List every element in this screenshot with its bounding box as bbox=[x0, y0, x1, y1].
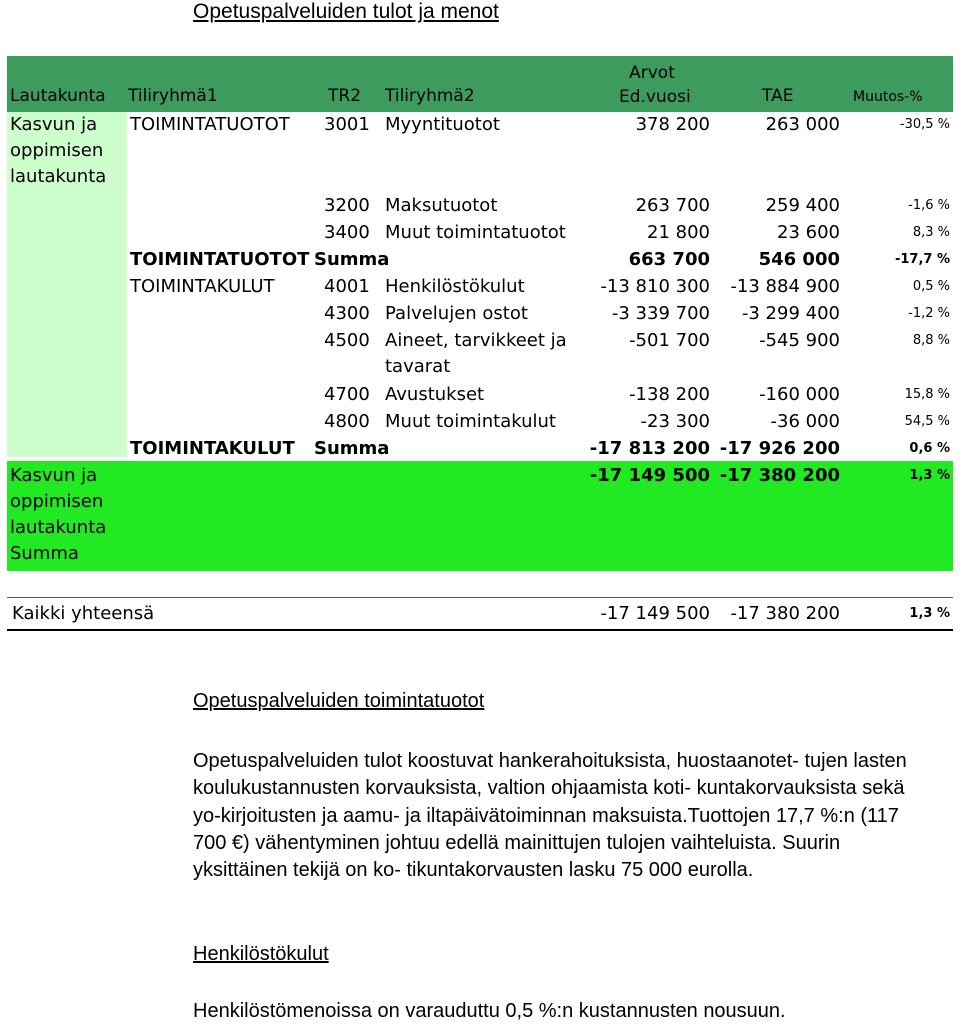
row-tiliryhma2: Aineet, tarvikkeet ja tavarat bbox=[385, 330, 567, 377]
header-tae: TAE bbox=[762, 86, 794, 106]
row-muutos: 8,8 % bbox=[912, 333, 950, 348]
summa-muutos: 1,3 % bbox=[909, 468, 950, 483]
row-tae: -160 000 bbox=[759, 384, 840, 405]
header-arvot-line1: Arvot bbox=[629, 63, 675, 83]
row-edvuosi: -3 339 700 bbox=[611, 303, 710, 324]
row-tae: 23 600 bbox=[777, 222, 840, 243]
row-tiliryhma1: TOIMINTAKULUT bbox=[130, 438, 295, 459]
header-arvot-line2: Ed.vuosi bbox=[619, 87, 691, 107]
row-tae: -545 900 bbox=[759, 330, 840, 351]
row-tr2: Summa bbox=[314, 249, 390, 270]
row-tiliryhma1: TOIMINTATUOTOT bbox=[130, 114, 290, 135]
row-edvuosi: 263 700 bbox=[635, 195, 710, 216]
section-heading-toimintatuotot: Opetuspalveluiden toimintatuotot bbox=[193, 690, 485, 712]
row-muutos: 0,6 % bbox=[909, 441, 950, 456]
row-tiliryhma2: Palvelujen ostot bbox=[385, 303, 528, 324]
row-tr2: 3400 bbox=[324, 222, 370, 243]
row-tae: 259 400 bbox=[765, 195, 840, 216]
row-tae: -17 926 200 bbox=[719, 438, 840, 459]
row-tae: -13 884 900 bbox=[730, 276, 840, 297]
row-tiliryhma2: Muut toimintakulut bbox=[385, 411, 556, 432]
total-edvuosi: -17 149 500 bbox=[600, 603, 710, 624]
total-top-rule bbox=[7, 597, 953, 598]
row-tiliryhma2: Maksutuotot bbox=[385, 195, 498, 216]
row-tiliryhma1: TOIMINTATUOTOT bbox=[130, 249, 310, 270]
row-edvuosi: -23 300 bbox=[640, 411, 710, 432]
row-muutos: -30,5 % bbox=[899, 117, 950, 132]
row-tae: -3 299 400 bbox=[741, 303, 840, 324]
row-edvuosi: 378 200 bbox=[635, 114, 710, 135]
header-tiliryhma1: Tiliryhmä1 bbox=[128, 86, 218, 106]
row-edvuosi: 21 800 bbox=[647, 222, 710, 243]
row-tiliryhma2: Henkilöstökulut bbox=[385, 276, 525, 297]
total-muutos: 1,3 % bbox=[909, 606, 950, 621]
row-tr2: Summa bbox=[314, 438, 390, 459]
section-heading-henkilostokulut: Henkilöstökulut bbox=[193, 943, 329, 965]
row-tr2: 4300 bbox=[324, 303, 370, 324]
row-tae: -36 000 bbox=[770, 411, 840, 432]
header-tr2: TR2 bbox=[328, 86, 362, 106]
row-muutos: 0,5 % bbox=[912, 279, 950, 294]
row-edvuosi: -17 813 200 bbox=[589, 438, 710, 459]
row-edvuosi: -13 810 300 bbox=[600, 276, 710, 297]
row-tiliryhma2: Myyntituotot bbox=[385, 114, 500, 135]
header-muutos: Muutos-% bbox=[853, 89, 923, 105]
row-muutos: 8,3 % bbox=[912, 225, 950, 240]
row-edvuosi: 663 700 bbox=[628, 249, 710, 270]
lautakunta-label: Kasvun ja oppimisen lautakunta bbox=[10, 114, 107, 187]
page-title: Opetuspalveluiden tulot ja menot bbox=[193, 0, 499, 23]
table-header bbox=[7, 56, 953, 112]
header-lautakunta: Lautakunta bbox=[10, 86, 106, 106]
total-tae: -17 380 200 bbox=[730, 603, 840, 624]
row-tr2: 4500 bbox=[324, 330, 370, 351]
total-label: Kaikki yhteensä bbox=[12, 603, 155, 624]
row-tae: 263 000 bbox=[765, 114, 840, 135]
row-muutos: -1,6 % bbox=[908, 198, 950, 213]
header-arvot bbox=[619, 61, 691, 109]
row-tr2: 4800 bbox=[324, 411, 370, 432]
row-tr2: 4001 bbox=[324, 276, 370, 297]
row-tiliryhma2: Muut toimintatuotot bbox=[385, 222, 566, 243]
row-tr2: 3001 bbox=[324, 114, 370, 135]
row-muutos: -1,2 % bbox=[908, 306, 950, 321]
row-tiliryhma1: TOIMINTAKULUT bbox=[130, 276, 275, 297]
total-bottom-rule bbox=[7, 629, 953, 631]
header-tiliryhma2: Tiliryhmä2 bbox=[385, 86, 475, 106]
row-edvuosi: -501 700 bbox=[629, 330, 710, 351]
section-text-toimintatuotot: Opetuspalveluiden tulot koostuvat hankerahoituksista, huostaanotet- tujen lasten koulukustannusten korvauksista, valtion ohjaamista koti- kuntakorvauksista sekä yo-kirjoitusten ja aamu- ja iltapäivätoiminnan maksuista.Tuottojen 17,7 %:n (117 700 €) vähentyminen johtuu edellä mainittujen tulojen vaihteluista. Suurin yksittäinen tekijä on ko- tikuntakorvausten lasku 75 000 eurolla. bbox=[193, 750, 907, 882]
row-tiliryhma2: Avustukset bbox=[385, 384, 485, 405]
summa-edvuosi: -17 149 500 bbox=[589, 465, 710, 486]
row-muutos: 15,8 % bbox=[904, 387, 950, 402]
row-tae: 546 000 bbox=[758, 249, 840, 270]
row-tr2: 4700 bbox=[324, 384, 370, 405]
summa-label: Kasvun ja oppimisen lautakunta Summa bbox=[10, 465, 107, 564]
summa-tae: -17 380 200 bbox=[719, 465, 840, 486]
row-muutos: 54,5 % bbox=[904, 414, 950, 429]
row-edvuosi: -138 200 bbox=[629, 384, 710, 405]
row-tr2: 3200 bbox=[324, 195, 370, 216]
section-text-henkilostokulut: Henkilöstömenoissa on varauduttu 0,5 %:n kustannusten nousuun. bbox=[193, 1000, 786, 1022]
row-muutos: -17,7 % bbox=[894, 252, 950, 267]
